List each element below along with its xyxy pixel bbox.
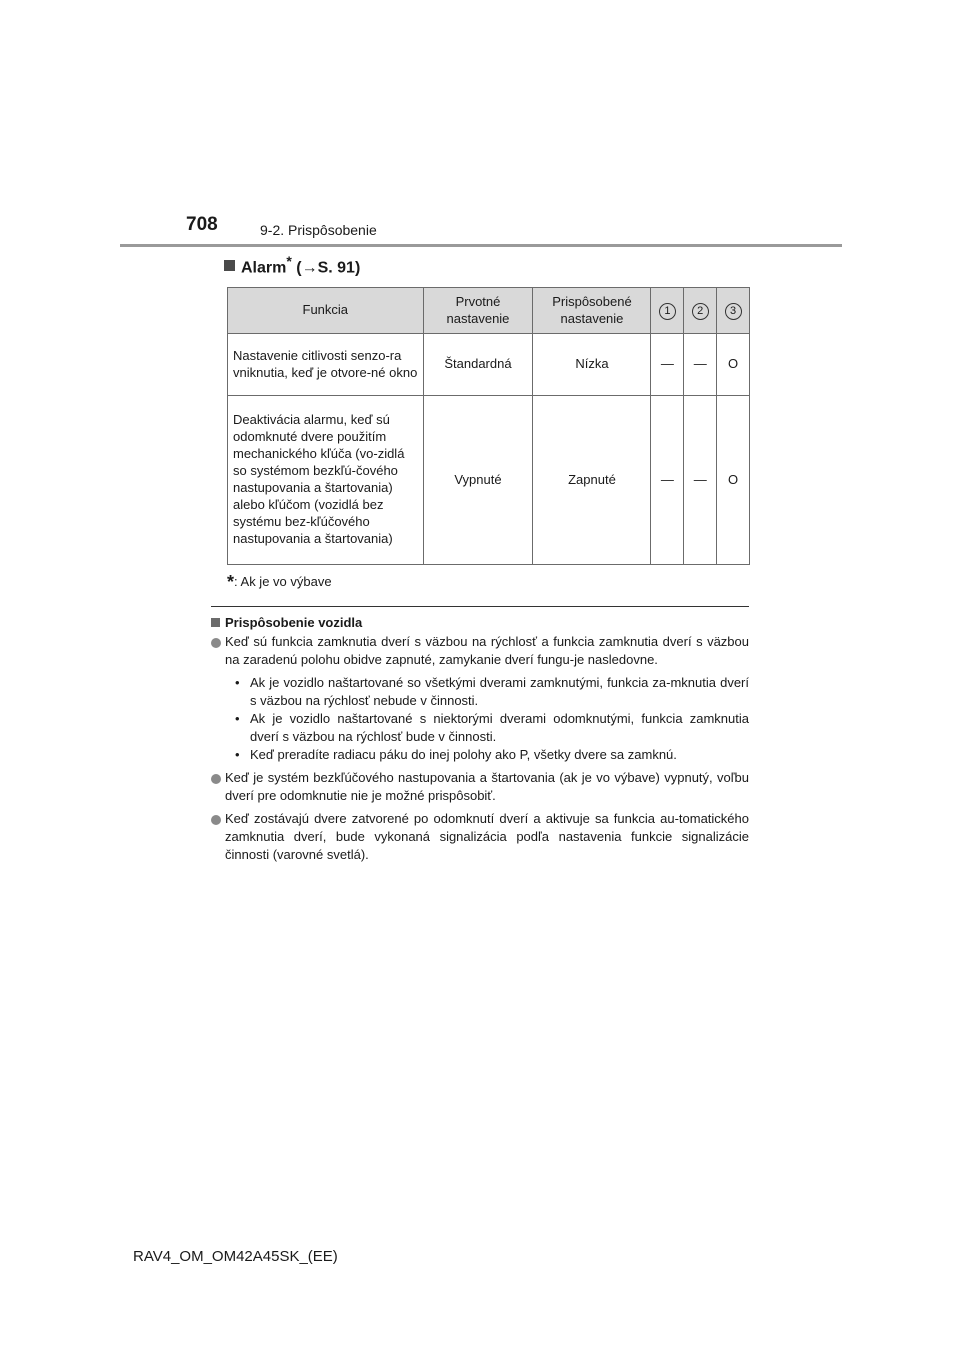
dot-bullet-icon: • — [235, 675, 240, 690]
row-col-3: O — [717, 334, 750, 396]
header-custom: Prispôsobené nastavenie — [533, 288, 651, 334]
header-col-3 — [717, 288, 750, 334]
row-col-2: — — [684, 334, 717, 396]
circle-bullet-icon — [211, 774, 221, 784]
sub-bullet — [211, 710, 749, 746]
footnote — [227, 572, 332, 593]
bullet-paragraph — [211, 633, 749, 669]
row-default: Štandardná — [423, 334, 533, 396]
table-row — [228, 334, 750, 396]
circle-number-3: 3 — [725, 303, 742, 320]
header-rule — [120, 244, 842, 247]
row-custom: Nízka — [533, 334, 651, 396]
alarm-star: * — [286, 253, 292, 269]
bullet-text: Keď je systém bezkľúčového nastupovania a štartovania (ak je vo výbave) vypnutý, voľbu dverí pre odomknutie nie je možné prispôsobiť. — [225, 770, 749, 803]
section-divider — [211, 606, 749, 607]
table-row — [228, 396, 750, 565]
circle-bullet-icon — [211, 815, 221, 825]
header-col-2 — [684, 288, 717, 334]
row-function: Deaktivácia alarmu, keď sú odomknuté dvere použitím mechanického kľúča (vo-zidlá so systémom bezkľú-čového nastupovania a štartovania) alebo kľúčom (vozidlá bez systému bez-kľúčového nastupovania a štartovania) — [228, 396, 424, 565]
square-bullet-icon — [211, 618, 220, 627]
sub-bullet — [211, 746, 749, 764]
alarm-ref: (→S. 91) — [296, 259, 361, 277]
settings-table — [227, 287, 750, 565]
header-default: Prvotné nastavenie — [423, 288, 533, 334]
footnote-text: : Ak je vo výbave — [234, 574, 332, 589]
circle-bullet-icon — [211, 638, 221, 648]
table-header-row — [228, 288, 750, 334]
sub-bullet — [211, 674, 749, 710]
alarm-title: Alarm — [241, 259, 287, 277]
row-function: Nastavenie citlivosti senzo-ra vniknutia, keď je otvore-né okno — [228, 334, 424, 396]
dot-bullet-icon: • — [235, 747, 240, 762]
row-col-2: — — [684, 396, 717, 565]
alarm-heading — [224, 253, 360, 277]
bullet-paragraph — [211, 810, 749, 864]
row-default: Vypnuté — [423, 396, 533, 565]
document-code: RAV4_OM_OM42A45SK_(EE) — [133, 1248, 338, 1265]
row-col-1: — — [651, 396, 684, 565]
bullet-text: Keď zostávajú dvere zatvorené po odomknutí dverí a aktivuje sa funkcia au-tomatického zamknutia dverí, bude vykonaná signalizácia podľa nastavenia funkcie signalizácie činnosti (varovné svetlá). — [225, 811, 749, 862]
sub-bullet-text: Ak je vozidlo naštartované so všetkými dverami zamknutými, funkcia za-mknutia dverí s väzbou na rýchlosť nebude v činnosti. — [250, 675, 749, 708]
header-col-1 — [651, 288, 684, 334]
row-col-1: — — [651, 334, 684, 396]
vehicle-heading — [211, 614, 749, 632]
dot-bullet-icon: • — [235, 711, 240, 726]
row-col-3: O — [717, 396, 750, 565]
section-title: 9-2. Prispôsobenie — [260, 222, 377, 238]
sub-bullet-text: Keď preradíte radiacu páku do inej polohy ako P, všetky dvere sa zamknú. — [250, 747, 677, 762]
header-function: Funkcia — [228, 288, 424, 334]
vehicle-title: Prispôsobenie vozidla — [225, 615, 363, 630]
circle-number-1: 1 — [659, 303, 676, 320]
sub-bullet-text: Ak je vozidlo naštartované s niektorými dverami odomknutými, funkcia zamknutia dverí s väzbou na rýchlosť bude v činnosti. — [250, 711, 749, 744]
bullet-paragraph — [211, 769, 749, 805]
page-number: 708 — [186, 214, 218, 235]
footnote-star: * — [227, 572, 235, 592]
row-custom: Zapnuté — [533, 396, 651, 565]
square-bullet-icon — [224, 260, 235, 271]
circle-number-2: 2 — [692, 303, 709, 320]
bullet-text: Keď sú funkcia zamknutia dverí s väzbou na rýchlosť a funkcia zamknutia dverí s väzbou na zaradenú polohu obidve zapnuté, zamykanie dverí fungu-je nasledovne. — [225, 634, 749, 667]
vehicle-customization — [211, 614, 749, 864]
